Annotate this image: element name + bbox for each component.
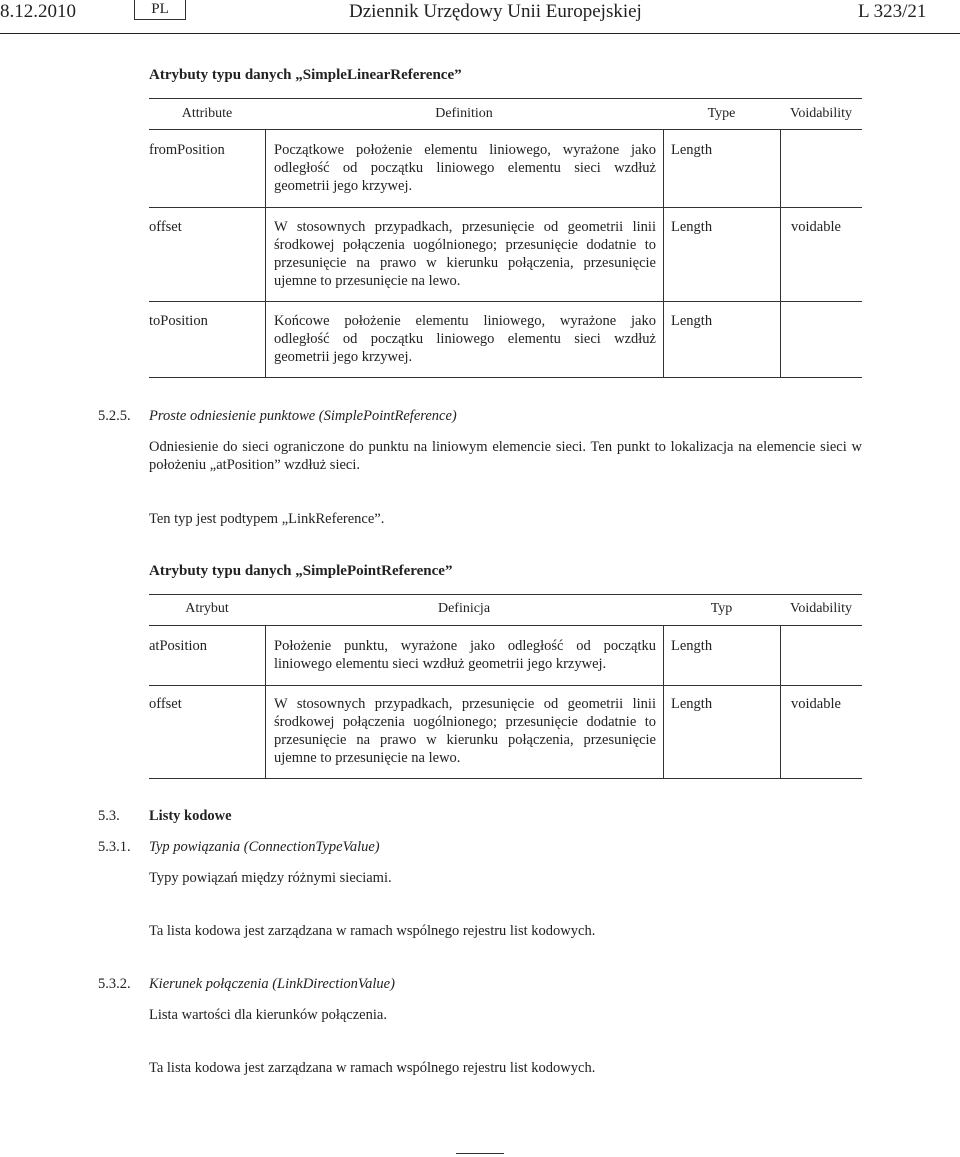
paragraph: Ten typ jest podtypem „LinkReference”. (149, 511, 385, 527)
table2-header-rule (149, 625, 862, 626)
table1-header-voidability: Voidability (790, 106, 852, 121)
table2-col-divider (663, 625, 664, 779)
table-row-rule (149, 301, 862, 302)
table2-header-type: Typ (710, 601, 733, 616)
table-row-voidability: voidable (791, 696, 841, 712)
table2-header-attribute: Atrybut (185, 601, 229, 616)
table-row-type: Length (671, 142, 713, 158)
section-number: 5.3.1. (98, 839, 131, 855)
table1-col-divider (780, 129, 781, 378)
table2-header-definition: Definicja (437, 601, 491, 616)
table1-header-attribute: Attribute (181, 106, 233, 121)
table-row-definition: Końcowe położenie elementu liniowego, wyrażone jako odległość od początku liniowego elementu sieci wzdłuż geometrii jego krzywej. (274, 313, 656, 365)
table-row-type: Length (671, 313, 713, 329)
table1-header-definition: Definition (435, 106, 493, 121)
table-row-type: Length (671, 219, 713, 235)
table1-bottom-rule (149, 377, 862, 378)
publication-date: 8.12.2010 (0, 1, 76, 22)
section-number: 5.2.5. (98, 408, 131, 424)
section-number: 5.3.2. (98, 976, 131, 992)
table1-header-rule (149, 129, 862, 130)
journal-title: Dziennik Urzędowy Unii Europejskiej (349, 1, 642, 22)
section-title: Proste odniesienie punktowe (SimplePointReference) (149, 408, 457, 424)
page-reference: L 323/21 (858, 1, 927, 22)
table2-top-rule (149, 594, 862, 595)
table2-bottom-rule (149, 778, 862, 779)
table1-header-type: Type (707, 106, 736, 121)
table2-col-divider (265, 625, 266, 779)
paragraph: Typy powiązań między różnymi sieciami. (149, 870, 392, 886)
table-row-voidability: voidable (791, 219, 841, 235)
table1-col-divider (265, 129, 266, 378)
table2-header-voidability: Voidability (790, 601, 852, 616)
table2-col-divider (780, 625, 781, 779)
table1-col-divider (663, 129, 664, 378)
table-row-definition: W stosownych przypadkach, przesunięcie od geometrii linii środkowej połączenia uogólnionego; przesunięcie dodatnie to przesunięcie na prawo w kierunku połączenia, przesunięcie ujemne to przesunięcie na lewo. (274, 219, 656, 289)
paragraph: Lista wartości dla kierunków połączenia. (149, 1007, 387, 1023)
section-title: Listy kodowe (149, 808, 232, 824)
table1-top-rule (149, 98, 862, 99)
table-row-rule (149, 685, 862, 686)
table-row-attribute: offset (149, 219, 182, 235)
paragraph: Ta lista kodowa jest zarządzana w ramach wspólnego rejestru list kodowych. (149, 923, 596, 939)
table1-title: Atrybuty typu danych „SimpleLinearReference” (149, 67, 462, 83)
table-row-attribute: atPosition (149, 638, 208, 654)
table-row-attribute: fromPosition (149, 142, 225, 158)
section-title: Typ powiązania (ConnectionTypeValue) (149, 839, 380, 855)
table2-title: Atrybuty typu danych „SimplePointReference” (149, 563, 453, 579)
footnote-rule (456, 1153, 504, 1154)
table-row-type: Length (671, 696, 713, 712)
language-badge: PL (134, 0, 186, 20)
table-row-attribute: toPosition (149, 313, 208, 329)
header-rule (0, 33, 960, 34)
table-row-definition: Początkowe położenie elementu liniowego, wyrażone jako odległość od początku liniowego elementu sieci wzdłuż geometrii jego krzywej. (274, 142, 656, 194)
table-row-definition: Położenie punktu, wyrażone jako odległość od początku liniowego elementu sieci wzdłuż geometrii jego krzywej. (274, 638, 656, 672)
section-title: Kierunek połączenia (LinkDirectionValue) (149, 976, 395, 992)
section-number: 5.3. (98, 808, 120, 824)
table-row-type: Length (671, 638, 713, 654)
paragraph: Odniesienie do sieci ograniczone do punktu na liniowym elemencie sieci. Ten punkt to lokalizacja na elemencie sieci w położeniu „atPosition” wzdłuż sieci. (149, 439, 862, 473)
paragraph: Ta lista kodowa jest zarządzana w ramach wspólnego rejestru list kodowych. (149, 1060, 596, 1076)
table-row-rule (149, 207, 862, 208)
table-row-attribute: offset (149, 696, 182, 712)
table-row-definition: W stosownych przypadkach, przesunięcie od geometrii linii środkowej połączenia uogólnionego; przesunięcie dodatnie to przesunięcie na prawo w kierunku połączenia, przesunięcie ujemne to przesunięcie na lewo. (274, 696, 656, 766)
